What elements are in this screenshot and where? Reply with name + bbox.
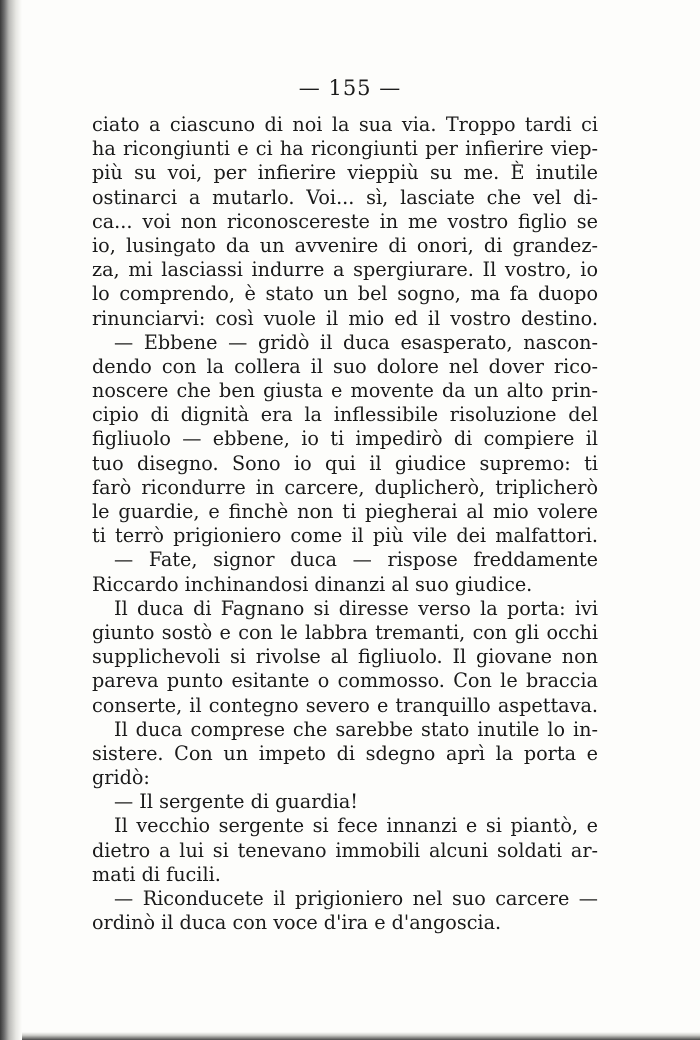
text-line: figliuolo — ebbene, io ti impedirò di compiere il bbox=[92, 427, 598, 451]
page-number: — 155 — bbox=[298, 76, 402, 100]
text-line: farò ricondurre in carcere, duplicherò, triplicherò bbox=[92, 475, 598, 499]
text-line: dietro a lui si tenevano immobili alcuni soldati ar- bbox=[92, 838, 598, 862]
text-line: za, mi lasciassi indurre a spergiurare. Il vostro, io bbox=[92, 258, 598, 282]
text-line: pareva punto esitante o commosso. Con le braccia bbox=[92, 669, 598, 693]
text-line: ti terrò prigioniero come il più vile dei malfattori. bbox=[92, 524, 598, 548]
text-line: Il duca comprese che sarebbe stato inutile lo in- bbox=[114, 717, 598, 741]
text-line: Il duca di Fagnano si diresse verso la porta: ivi bbox=[114, 596, 598, 620]
text-line: ciato a ciascuno di noi la sua via. Troppo tardi ci bbox=[92, 113, 598, 136]
text-line: rinunciarvi: così vuole il mio ed il vostro destino. bbox=[92, 306, 598, 330]
text-line: noscere che ben giusta e movente da un alto prin- bbox=[92, 379, 598, 403]
page-bottom-edge bbox=[22, 1032, 700, 1040]
text-line: gridò: bbox=[92, 766, 150, 790]
text-line: supplichevoli si rivolse al figliuolo. Il giovane non bbox=[92, 645, 598, 669]
text-line: più su voi, per infierire vieppiù su me. È inutile bbox=[92, 161, 598, 185]
text-line: Il vecchio sergente si fece innanzi e si piantò, e bbox=[114, 814, 598, 838]
text-line: — Il sergente di guardia! bbox=[114, 790, 358, 814]
text-line: io, lusingato da un avvenire di onori, di grandez- bbox=[92, 233, 598, 257]
text-line: ordinò il duca con voce d'ira e d'angoscia. bbox=[92, 911, 502, 935]
text-line: ostinarci a mutarlo. Voi... sì, lasciate che vel di- bbox=[92, 185, 598, 209]
text-line: cipio di dignità era la inflessibile risoluzione del bbox=[92, 403, 598, 427]
book-spine-shadow bbox=[0, 0, 22, 1040]
text-line: — Ebbene — gridò il duca esasperato, nascon- bbox=[114, 330, 598, 354]
text-line: Riccardo inchinandosi dinanzi al suo giudice. bbox=[92, 572, 533, 596]
text-line: tuo disegno. Sono io qui il giudice supremo: ti bbox=[92, 451, 598, 475]
body-text bbox=[92, 113, 598, 935]
text-line: conserte, il contegno severo e tranquillo aspettava. bbox=[92, 693, 598, 717]
text-line: le guardie, e finchè non ti piegherai al mio volere bbox=[92, 500, 598, 523]
text-line: ha ricongiunti e ci ha ricongiunti per infierire viep- bbox=[92, 137, 598, 161]
text-line: mati di fucili. bbox=[92, 862, 221, 886]
text-line: sistere. Con un impeto di sdegno aprì la porta e bbox=[92, 741, 598, 765]
text-line: — Fate, signor duca — rispose freddamente bbox=[114, 548, 598, 572]
text-line: dendo con la collera il suo dolore nel dover rico- bbox=[92, 354, 598, 378]
text-line: — Riconducete il prigioniero nel suo carcere — bbox=[114, 887, 598, 910]
text-line: ca... voi non riconoscereste in me vostro figlio se bbox=[92, 209, 598, 233]
text-line: giunto sostò e con le labbra tremanti, con gli occhi bbox=[92, 620, 598, 644]
text-line: lo comprendo, è stato un bel sogno, ma fa duopo bbox=[92, 282, 598, 306]
